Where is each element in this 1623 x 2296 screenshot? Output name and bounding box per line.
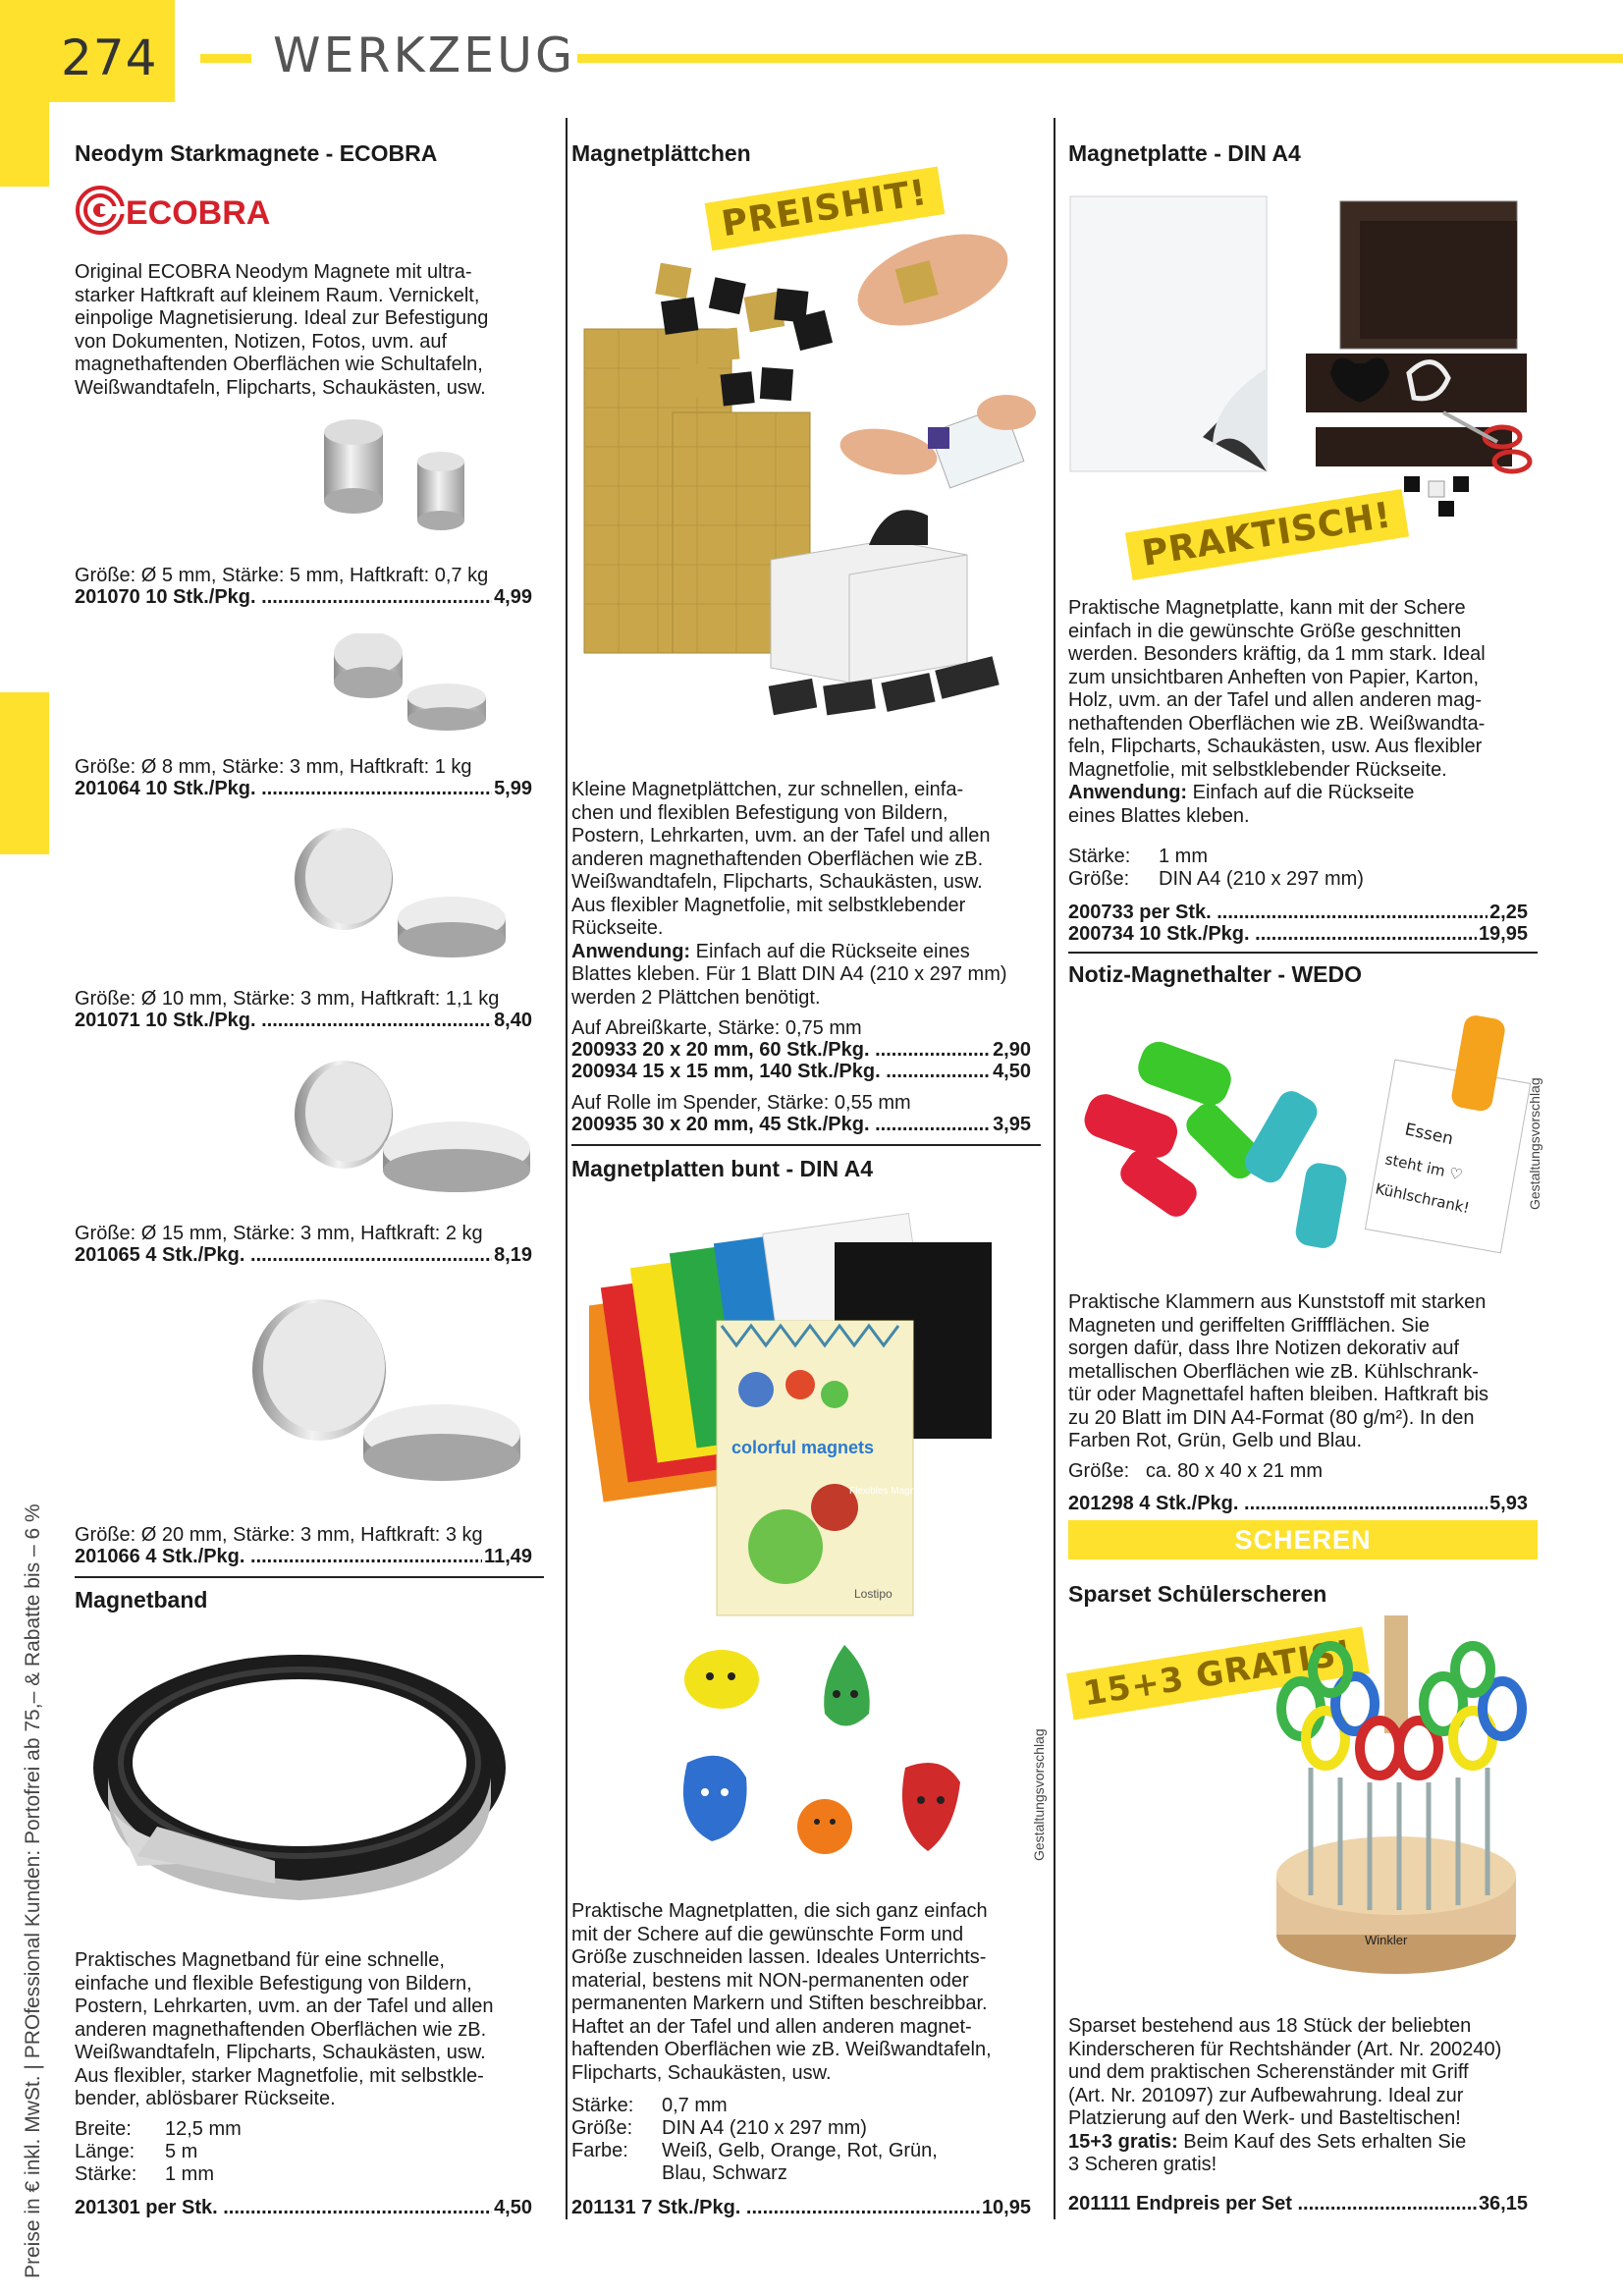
praktisch-badge: PRAKTISCH! (1125, 489, 1409, 580)
bunt-specs: Stärke: 0,7 mm Größe: DIN A4 (210 x 297 mm) Farbe: Weiß, Gelb, Orange, Rot, Grün, Blau, Schwarz (571, 2095, 938, 2184)
order-line-201065: 201065 4 Stk./Pkg. ..... 8,19 (75, 1244, 532, 1266)
magnetband-roll-image (79, 1630, 520, 1915)
order-line-201111: 201111 Endpreis per Set ..... 36,15 (1068, 2193, 1528, 2214)
plaettchen-title: Magnetplättchen (571, 140, 751, 166)
magnetplaettchen-image (574, 221, 1041, 771)
neodym-title: Neodym Starkmagnete - ECOBRA (75, 140, 438, 166)
section-title: WERKZEUG (273, 27, 575, 83)
side-accent-top (0, 102, 49, 187)
preishit-badge: PREISHIT! (705, 167, 945, 251)
magnet-size-3: Größe: Ø 10 mm, Stärke: 3 mm, Haftkraft: 1,1 kg (75, 988, 500, 1010)
gratis-badge: 15+3 GRATIS! (1066, 1626, 1370, 1720)
order-line-200933: 200933 20 x 20 mm, 60 Stk./Pkg. ..... 2,90 (571, 1039, 1031, 1061)
magnet-5mm-image (314, 417, 481, 545)
note-line-1: Essen (1402, 1120, 1455, 1150)
magnet-size-2: Größe: Ø 8 mm, Stärke: 3 mm, Haftkraft: 1 kg (75, 756, 472, 778)
scissors-stand-image (1271, 1611, 1546, 1984)
order-line-201301: 201301 per Stk. ..... 4,50 (75, 2197, 532, 2218)
magnet-10mm-image (290, 820, 515, 977)
sparset-title: Sparset Schülerscheren (1068, 1581, 1327, 1607)
plaettchen-group2: Auf Rolle im Spender, Stärke: 0,55 mm (571, 1092, 911, 1114)
sparset-description: Sparset bestehend aus 18 Stück der beliebten Kinderscheren für Rechtshänder (Art. Nr. 200240) und dem praktischen Scherenständer mit Griff (Art. Nr. 201097) zur Aufbewahrung. Ideal zur Platzierung auf den Werk- und Basteltischen! 15+3 gratis: Beim Kauf des Sets erhalten Sie 3 Scheren gratis! (1068, 2015, 1502, 2175)
book-brand: Lostipo (854, 1587, 893, 1601)
order-line-200734: 200734 10 Stk./Pkg. ..... 19,95 (1068, 923, 1528, 945)
divider-wedo (1068, 952, 1538, 954)
magnet-size-1: Größe: Ø 5 mm, Stärke: 5 mm, Haftkraft: 0,7 kg (75, 565, 489, 586)
platte-specs: Stärke: 1 mm Größe: DIN A4 (210 x 297 mm) (1068, 846, 1364, 890)
wedo-description: Praktische Klammern aus Kunststoff mit starken Magneten und geriffelten Griffflächen. Sie sorgen dafür, dass Ihre Notizen dekorativ auf metallischen Oberflächen wie zB. Kühlschrank- tür oder Magnettafel haften bleiben. Haftkraft bis zu 20 Blatt im DIN A4-Format (80 g/m²). In den Farben Rot, Grün, Gelb und Blau. (1068, 1291, 1489, 1451)
divider-magnetband (75, 1576, 544, 1578)
order-line-201070: 201070 10 Stk./Pkg. ..... 4,99 (75, 586, 532, 608)
wedo-clips-image (1065, 997, 1546, 1291)
order-line-201298: 201298 4 Stk./Pkg. ..... 5,93 (1068, 1493, 1528, 1514)
divider-bunt (571, 1144, 1041, 1146)
fruit-magnets-image (648, 1635, 1001, 1890)
order-line-200934: 200934 15 x 15 mm, 140 Stk./Pkg. ..... 4,50 (571, 1061, 1031, 1082)
order-line-201131: 201131 7 Stk./Pkg. ..... 10,95 (571, 2197, 1031, 2218)
plaettchen-description: Kleine Magnetplättchen, zur schnellen, einfa- chen und flexiblen Befestigung von Bildern, Postern, Lehrkarten, uvm. an der Tafel und allen anderen magnethaftenden Oberflächen wie zB. Weißwandtafeln, Flipcharts, Schaukästen, usw. Aus flexibler Magnetfolie, mit selbstklebender Rückseite. Anwendung: Einfach auf die Rückseite eines Blattes kleben. Für 1 Blatt DIN A4 (210 x 297 mm) werden 2 Plättchen benötigt. (571, 779, 1007, 1009)
sidebar-price-note: Preise in € inkl. MwSt. | PROfessional Kunden: Portofrei ab 75,– & Rabatte bis – 6 % (22, 1503, 44, 2278)
note-line-2: steht im ♡ (1383, 1150, 1465, 1184)
bunt-description: Praktische Magnetplatten, die sich ganz einfach mit der Schere auf die gewünschte Form und Größe zuschneiden lassen. Ideales Unterrichts- material, bestens mit NON-permanenten oder permanenten Markern und Stiften beschreibbar. Haftet an der Tafel und allen anderen magnet- haftenden Oberflächen wie zB. Weißwandtafeln, Flipcharts, Schaukästen, usw. (571, 1900, 992, 2084)
header-line-left (200, 54, 251, 63)
neodym-description: Original ECOBRA Neodym Magnete mit ultra- starker Haftkraft auf kleinem Raum. Vernickelt, einpolige Magnetisierung. Ideal zur Befestigung von Dokumenten, Notizen, Fotos, uvm. auf magnethaftenden Oberflächen wie Schultafeln, Weißwandtafeln, Flipcharts, Schaukästen, usw. (75, 261, 489, 399)
book-subtitle: Flexibles Magnetbuch (849, 1486, 946, 1497)
order-line-200935: 200935 30 x 20 mm, 45 Stk./Pkg. ..... 3,95 (571, 1114, 1031, 1135)
magnetplatte-image (1065, 191, 1546, 525)
side-accent-mid (0, 692, 49, 854)
order-line-200733: 200733 per Stk. ..... 2,25 (1068, 902, 1528, 923)
magnet-8mm-image (329, 633, 496, 751)
header-line-right (577, 54, 1623, 63)
book-title: colorful magnets (731, 1438, 875, 1457)
magnet-15mm-image (290, 1056, 545, 1203)
wedo-title: Notiz-Magnethalter - WEDO (1068, 961, 1362, 987)
bunt-title: Magnetplatten bunt - DIN A4 (571, 1156, 874, 1181)
order-line-201064: 201064 10 Stk./Pkg. ..... 5,99 (75, 778, 532, 799)
ecobra-logo-text: ECOBRA (126, 194, 271, 232)
platte-description: Praktische Magnetplatte, kann mit der Schere einfach in die gewünschte Größe geschnitten werden. Besonders kräftig, da 1 mm stark. Ideal zum unsichtbaren Anheften von Papier, Karton, Holz, uvm. an der Tafel und allen anderen mag- nethaftenden Oberflächen wie zB. Weißwandta- feln, Flipcharts, Schaukästen, usw. Aus flexibler Magnetfolie, mit selbstklebender Rückseite. Anwendung: Einfach auf die Rückseite eines Blattes kleben. (1068, 597, 1486, 827)
page-number: 274 (61, 29, 158, 86)
platte-title: Magnetplatte - DIN A4 (1068, 140, 1301, 166)
magnetband-specs: Breite: 12,5 mm Länge: 5 m Stärke: 1 mm (75, 2118, 242, 2185)
wedo-size: Größe: ca. 80 x 40 x 21 mm (1068, 1460, 1323, 1482)
stand-brand-label: Winkler (1365, 1933, 1408, 1947)
plaettchen-group1: Auf Abreißkarte, Stärke: 0,75 mm (571, 1017, 862, 1039)
order-line-201066: 201066 4 Stk./Pkg. ..... 11,49 (75, 1546, 532, 1567)
scheren-section-header: SCHEREN (1068, 1520, 1538, 1559)
bunt-vertical-tag: Gestaltungsvorschlag (1031, 1728, 1047, 1861)
magnetband-description: Praktisches Magnetband für eine schnelle, einfache und flexible Befestigung von Bildern, Postern, Lehrkarten, uvm. an der Tafel und allen anderen magnethaftenden Oberflächen wie zB. Weißwandtafeln, Flipcharts, Schaukästen, usw. Aus flexibler, starker Magnetfolie, mit selbstkle- bender, ablösbarer Rückseite. (75, 1949, 494, 2109)
ecobra-logo (75, 185, 281, 236)
magnet-size-5: Größe: Ø 20 mm, Stärke: 3 mm, Haftkraft: 3 kg (75, 1524, 483, 1546)
note-line-3: Kühlschrank! (1374, 1179, 1472, 1218)
wedo-vertical-tag: Gestaltungsvorschlag (1527, 1077, 1542, 1210)
magnet-size-4: Größe: Ø 15 mm, Stärke: 3 mm, Haftkraft: 2 kg (75, 1223, 483, 1244)
magnetplatten-bunt-image (589, 1203, 1011, 1635)
column-separator-2 (1054, 118, 1055, 2219)
column-separator-1 (566, 118, 568, 2219)
magnet-20mm-image (245, 1296, 530, 1493)
magnetband-title: Magnetband (75, 1587, 208, 1613)
order-line-201071: 201071 10 Stk./Pkg. ..... 8,40 (75, 1010, 532, 1031)
